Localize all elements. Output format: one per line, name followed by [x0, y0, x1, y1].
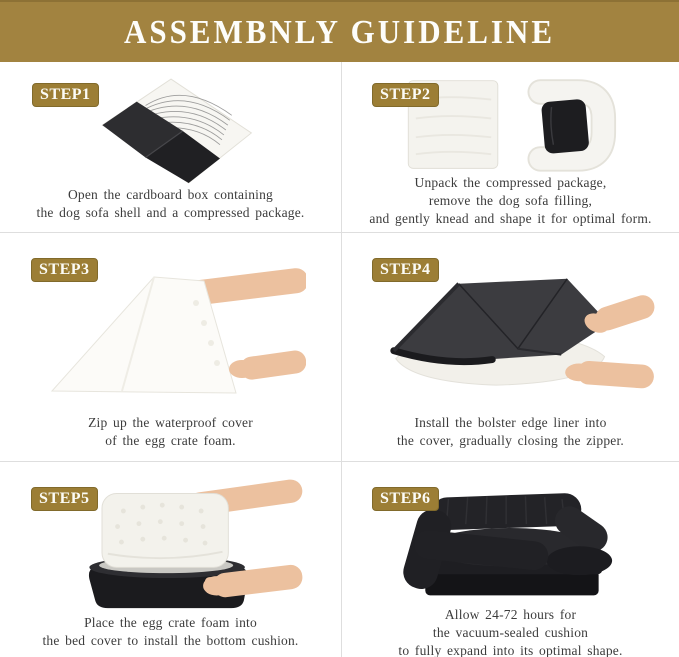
- step-6-illustration: [342, 462, 679, 606]
- step-5-section: [0, 461, 341, 657]
- egg-crate-foam: [102, 493, 228, 567]
- step-1-section: [0, 62, 341, 232]
- step-2-caption: [342, 174, 679, 232]
- opened-package-illustration: [73, 76, 269, 186]
- lower-arm-hand: [229, 349, 306, 381]
- step-6-section: [341, 461, 679, 657]
- caption-line: the dog sofa shell and a compressed package.: [36, 204, 305, 220]
- step-3-badge: STEP3: [31, 258, 98, 282]
- step-5-badge: STEP5: [31, 487, 98, 511]
- caption-line: Unpack the compressed package,: [414, 175, 607, 190]
- zipping-cover-illustration: [36, 263, 306, 398]
- lower-arm-hand: [565, 360, 654, 389]
- caption-line: Install the bolster edge liner into: [414, 415, 607, 431]
- black-cushion-insert: [540, 99, 589, 154]
- step-3-caption: [0, 414, 341, 461]
- caption-line: the bed cover to install the bottom cushion.: [42, 632, 299, 648]
- upper-arm-hand: [581, 292, 656, 336]
- caption-line: the cover, gradually closing the zipper.: [396, 433, 624, 449]
- step-2-section: [341, 62, 679, 232]
- step-4-caption: [342, 414, 679, 461]
- bolster-liner-illustration: [366, 264, 656, 397]
- step-1-caption: [0, 186, 341, 232]
- caption-line: of the egg crate foam.: [105, 433, 236, 449]
- caption-line: Place the egg crate foam into: [84, 615, 257, 630]
- step-5-illustration: [0, 462, 341, 614]
- caption-line: Open the cardboard box containing: [67, 187, 274, 202]
- step-1-illustration: [0, 62, 341, 186]
- step-3-section: [0, 232, 341, 461]
- step-4-badge: STEP4: [372, 258, 439, 282]
- caption-line: and gently knead and shape it for optimal form.: [369, 210, 652, 226]
- steps-grid: [0, 62, 679, 657]
- step-1-badge: STEP1: [32, 83, 99, 107]
- step-4-section: [341, 232, 679, 461]
- step-2-illustration: [342, 62, 679, 174]
- caption-line: the vacuum-sealed cushion: [432, 624, 589, 640]
- caption-line: Zip up the waterproof cover: [88, 415, 253, 431]
- step-6-caption: [342, 606, 679, 657]
- page-title: ASSEMBNLY GUIDELINE: [123, 12, 556, 51]
- title-banner: [0, 0, 679, 62]
- step-6-badge: STEP6: [372, 487, 439, 511]
- caption-line: remove the dog sofa filling,: [428, 192, 593, 208]
- step-5-caption: [0, 614, 341, 657]
- caption-line: Allow 24-72 hours for: [444, 607, 577, 622]
- step-2-badge: STEP2: [372, 83, 439, 107]
- caption-line: to fully expand into its optimal shape.: [398, 642, 623, 657]
